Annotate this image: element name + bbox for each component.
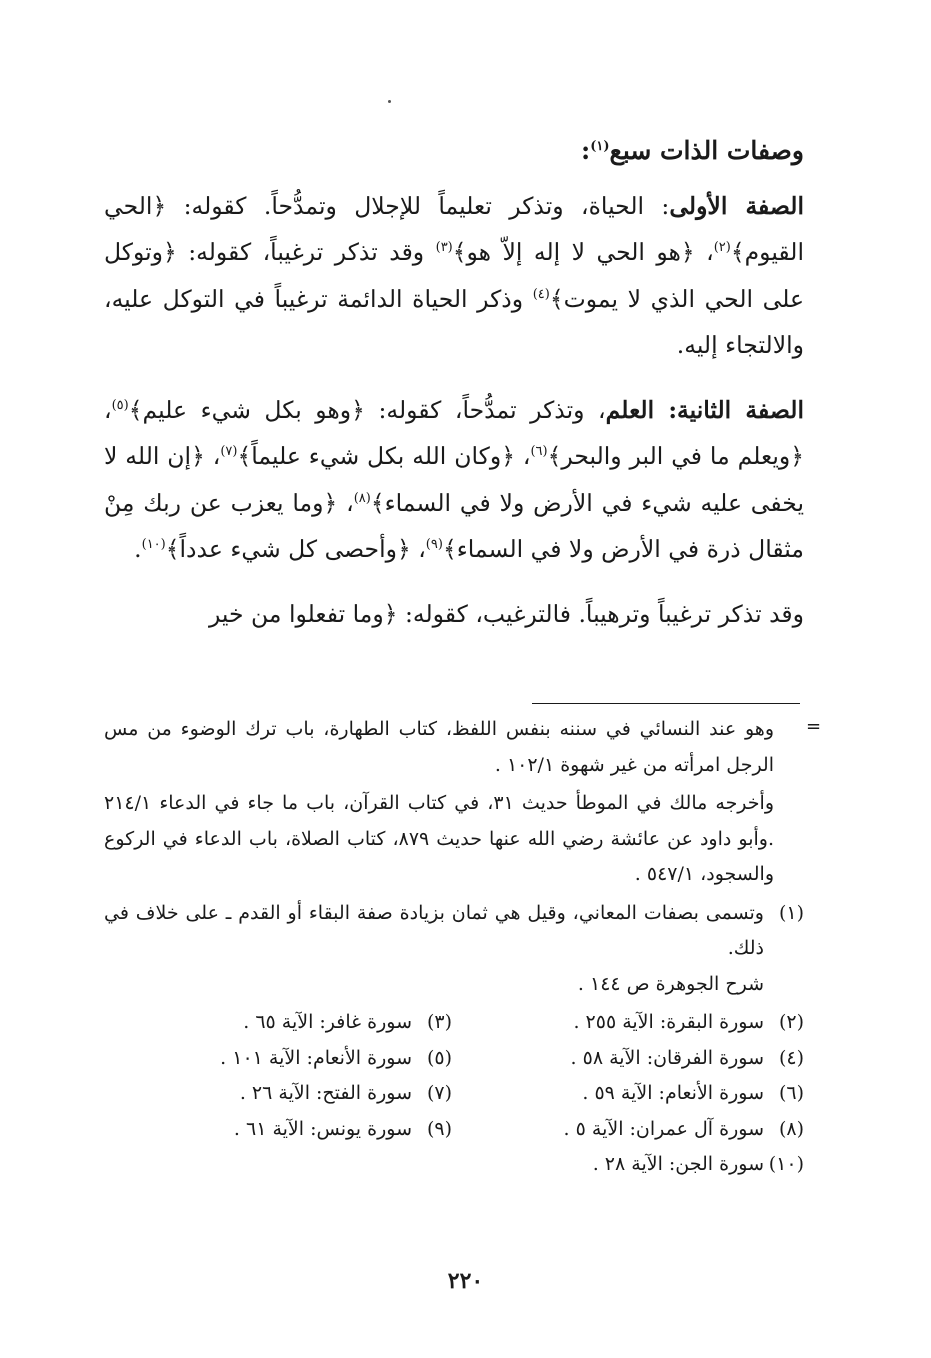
page-number: ٢٢٠ xyxy=(447,1268,484,1294)
paragraph-encouragement xyxy=(104,591,804,638)
para2-text-7: . xyxy=(134,535,142,563)
footnote-1-text: وتسمى بصفات المعاني، وقيل هي ثمان بزيادة صفة البقاء أو القدم ـ على خلاف في ذلك. xyxy=(104,901,764,959)
footnote-9 xyxy=(104,1112,452,1148)
para2-text-3: ، ﴿وكان الله بكل شيء عليماً﴾ xyxy=(237,442,531,470)
footnote-2 xyxy=(452,1005,804,1041)
footnote-continuation-2: وأخرجه مالك في الموطأ حديث ٣١، في كتاب القرآن، باب ما جاء في الدعاء ٢١٤/١ .وأبو داود عن عائشة رضي الله عنها حديث ٨٧٩، كتاب الصلاة، باب الدعاء في الركوع والسجود، ٥٤٧/١ . xyxy=(104,792,774,885)
footnote-8 xyxy=(452,1112,804,1148)
para3-text: وقد تذكر ترغيباً وترهيباً. فالترغيب، كقوله: ﴿وما تفعلوا من خير xyxy=(208,599,804,628)
footnote-5-number: (٥) xyxy=(426,1046,452,1069)
footnote-2-number: (٢) xyxy=(778,1011,804,1033)
footnote-5-text: سورة الأنعام: الآية ١٠١ . xyxy=(220,1046,412,1069)
paragraph-knowledge xyxy=(104,387,804,573)
footnote-2-text: سورة البقرة: الآية ٢٥٥ . xyxy=(573,1011,764,1033)
footnote-ref-2: (٢) xyxy=(713,240,731,255)
footnote-ref-3: (٣) xyxy=(435,240,453,255)
scan-dot xyxy=(388,100,391,103)
footnote-4-number: (٤) xyxy=(778,1046,804,1069)
para2-text-2: ، ﴿ويعلم ما في البر والبحر﴾ xyxy=(104,395,804,470)
heading-text: وصفات الذات سبع xyxy=(609,136,804,165)
footnote-7 xyxy=(104,1076,452,1112)
footnote-8-number: (٨) xyxy=(778,1117,804,1140)
footnote-4 xyxy=(452,1041,804,1077)
footnote-1 xyxy=(104,896,804,967)
footnote-separator xyxy=(532,703,800,704)
footnote-7-number: (٧) xyxy=(426,1082,452,1104)
heading-colon: : xyxy=(580,136,591,165)
para1-text-1: : الحياة، وتذكر تعليماً للإجلال وتمدُّحاً. كقوله: ﴿الحي القيوم﴾ xyxy=(104,191,804,266)
para1-text-4: وذكر الحياة الدائمة ترغيباً في التوكل عليه، والالتجاء إليه. xyxy=(104,284,804,359)
footnote-ref-10: (١٠) xyxy=(141,537,166,552)
footnote-8-text: سورة آل عمران: الآية ٥ . xyxy=(563,1117,764,1140)
footnote-3 xyxy=(104,1005,452,1041)
footnote-ref-9: (٩) xyxy=(425,537,443,552)
attribute-1-label: الصفة الأولى xyxy=(669,191,804,220)
footnote-6 xyxy=(452,1076,804,1112)
para1-text-3: وقد تذكر ترغيباً، كقوله: ﴿وتوكل على الحي الذي لا يموت﴾ xyxy=(104,238,804,313)
footnote-3-number: (٣) xyxy=(426,1011,452,1033)
footnote-9-text: سورة يونس: الآية ٦١ . xyxy=(233,1117,412,1140)
main-text xyxy=(104,128,804,655)
footnote-continuation-1: وهو عند النسائي في سننه بنفس اللفظ، كتاب الطهارة، باب ترك الوضوء من مس الرجل امرأته من غير شهوة ١٠٢/١ . xyxy=(104,718,774,776)
paragraph-life xyxy=(104,183,804,369)
para2-text-6: ، ﴿وأحصى كل شيء عدداً﴾ xyxy=(165,535,426,563)
footnote-10-number: (١٠) xyxy=(768,1153,804,1175)
footnote-4-text: سورة الفرقان: الآية ٥٨ . xyxy=(570,1046,764,1069)
footnote-ref-1: (١) xyxy=(590,139,610,154)
footnote-ref-4: (٤) xyxy=(532,286,550,302)
footnote-7-text: سورة الفتح: الآية ٢٦ . xyxy=(239,1082,412,1104)
footnote-ref-8: (٨) xyxy=(353,490,371,506)
footnote-1-source: شرح الجوهرة ص ١٤٤ . xyxy=(577,972,764,995)
footnote-references-grid xyxy=(104,1005,804,1147)
para2-text-5: ، ﴿وما يعزب عن ربك مِنْ مثقال ذرة في الأرض ولا في السماء﴾ xyxy=(104,488,804,563)
footnote-5 xyxy=(104,1041,452,1077)
para2-text-1: ، وتذكر تمدُّحاً، كقوله: ﴿وهو بكل شيء عليم﴾ xyxy=(128,395,606,424)
footnote-10 xyxy=(104,1147,804,1183)
footnote-6-text: سورة الأنعام: الآية ٥٩ . xyxy=(582,1082,764,1104)
footnotes xyxy=(104,712,804,1183)
continuation-mark: = xyxy=(806,716,822,737)
footnote-10-text: سورة الجن: الآية ٢٨ . xyxy=(592,1153,764,1175)
para2-text-4: ، ﴿إن الله لا يخفى عليه شيء في الأرض ولا في السماء﴾ xyxy=(104,442,804,517)
footnote-ref-5: (٥) xyxy=(111,397,129,413)
footnote-ref-6: (٦) xyxy=(530,444,548,459)
para1-text-2: ، ﴿هو الحي لا إله إلاّ هو﴾ xyxy=(452,238,714,266)
footnote-6-number: (٦) xyxy=(778,1082,804,1104)
section-heading xyxy=(104,128,804,175)
footnote-ref-7: (٧) xyxy=(220,444,238,459)
footnote-1-number: (١) xyxy=(778,901,804,924)
footnote-3-text: سورة غافر: الآية ٦٥ . xyxy=(243,1011,412,1033)
attribute-2-label: الصفة الثانية: العلم xyxy=(605,395,804,424)
footnote-9-number: (٩) xyxy=(426,1117,452,1140)
